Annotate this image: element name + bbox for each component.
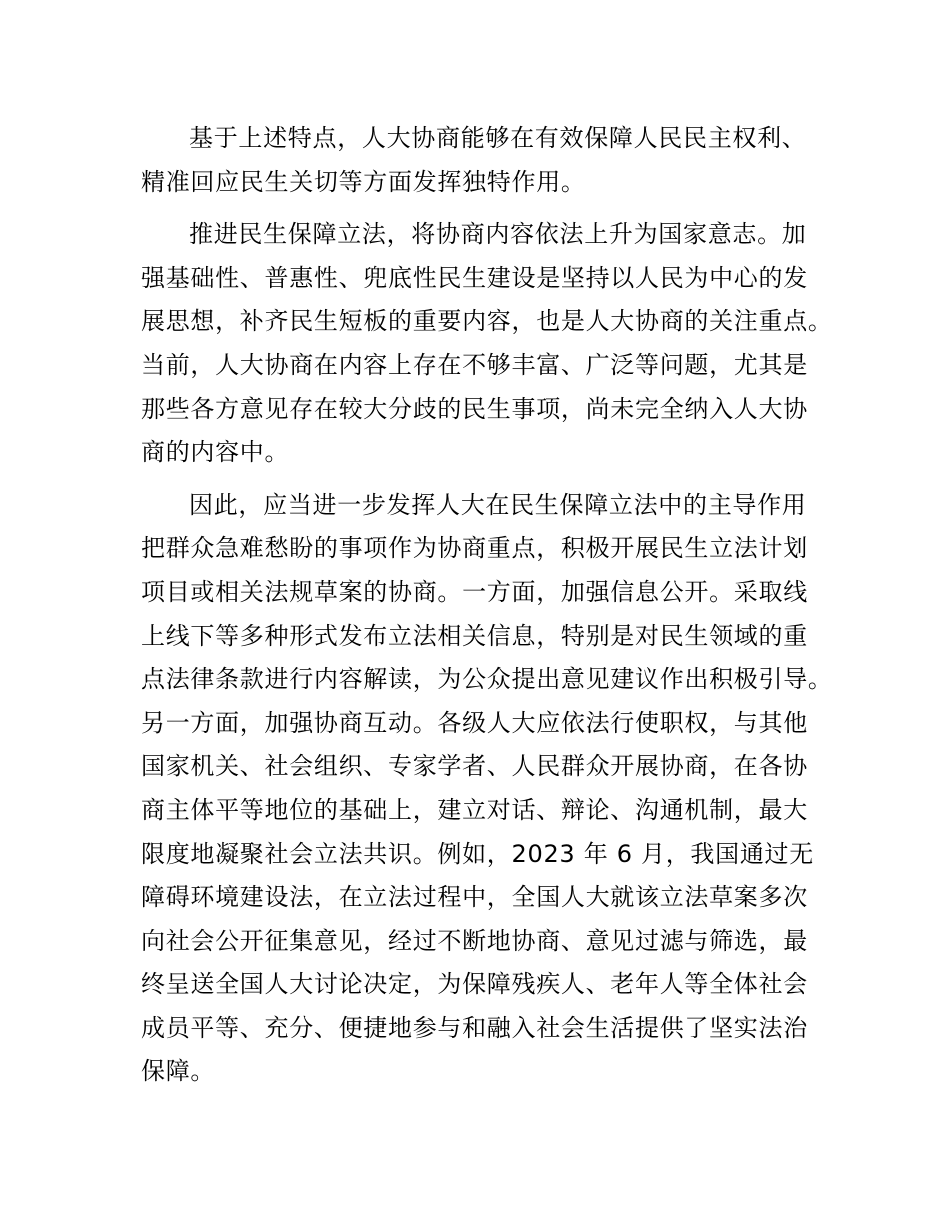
text-line: 向社会公开征集意见，经过不断地协商、意见过滤与筛选，最 bbox=[141, 926, 808, 955]
text-line: 上线下等多种形式发布立法相关信息，特别是对民生领域的重 bbox=[141, 621, 808, 650]
text-line: 那些各方意见存在较大分歧的民生事项，尚未完全纳入人大协 bbox=[141, 394, 808, 423]
text-line: 国家机关、社会组织、专家学者、人民群众开展协商，在各协 bbox=[141, 752, 808, 781]
text-line: 推进民生保障立法，将协商内容依法上升为国家意志。加 bbox=[189, 220, 807, 249]
text-line: 把群众急难愁盼的事项作为协商重点，积极开展民生立法计划 bbox=[141, 534, 808, 563]
text-line: 障碍环境建设法，在立法过程中，全国人大就该立法草案多次 bbox=[141, 883, 808, 912]
text-line: 项目或相关法规草案的协商。一方面，加强信息公开。采取线 bbox=[141, 577, 808, 606]
text-line: 展思想，补齐民生短板的重要内容，也是人大协商的关注重点。 bbox=[141, 307, 833, 336]
text-line: 另一方面，加强协商互动。各级人大应依法行使职权，与其他 bbox=[141, 708, 808, 737]
paragraph-3 bbox=[141, 484, 861, 1094]
text-line: 当前，人大协商在内容上存在不够丰富、广泛等问题，尤其是 bbox=[141, 350, 808, 379]
text-line: 点法律条款进行内容解读，为公众提出意见建议作出积极引导。 bbox=[141, 665, 833, 694]
text-line: 成员平等、充分、便捷地参与和融入社会生活提供了坚实法治 bbox=[141, 1013, 808, 1042]
text-line: 基于上述特点，人大协商能够在有效保障人民民主权利、 bbox=[189, 124, 807, 152]
text-line: 精准回应民生关切等方面发挥独特作用。 bbox=[141, 167, 586, 196]
text-line: 限度地凝聚社会立法共识。例如，2023 年 6 月，我国通过无 bbox=[141, 839, 814, 868]
text-line: 商的内容中。 bbox=[141, 438, 290, 467]
paragraph-1 bbox=[141, 117, 861, 204]
text-line: 强基础性、普惠性、兜底性民生建设是坚持以人民为中心的发 bbox=[141, 263, 808, 292]
text-line: 因此，应当进一步发挥人大在民生保障立法中的主导作用 bbox=[189, 490, 807, 519]
paragraph-2 bbox=[141, 213, 861, 475]
text-line: 终呈送全国人大讨论决定，为保障残疾人、老年人等全体社会 bbox=[141, 970, 808, 999]
text-line: 保障。 bbox=[141, 1057, 216, 1086]
text-line: 商主体平等地位的基础上，建立对话、辩论、沟通机制，最大 bbox=[141, 795, 808, 824]
body-text bbox=[141, 117, 861, 1103]
